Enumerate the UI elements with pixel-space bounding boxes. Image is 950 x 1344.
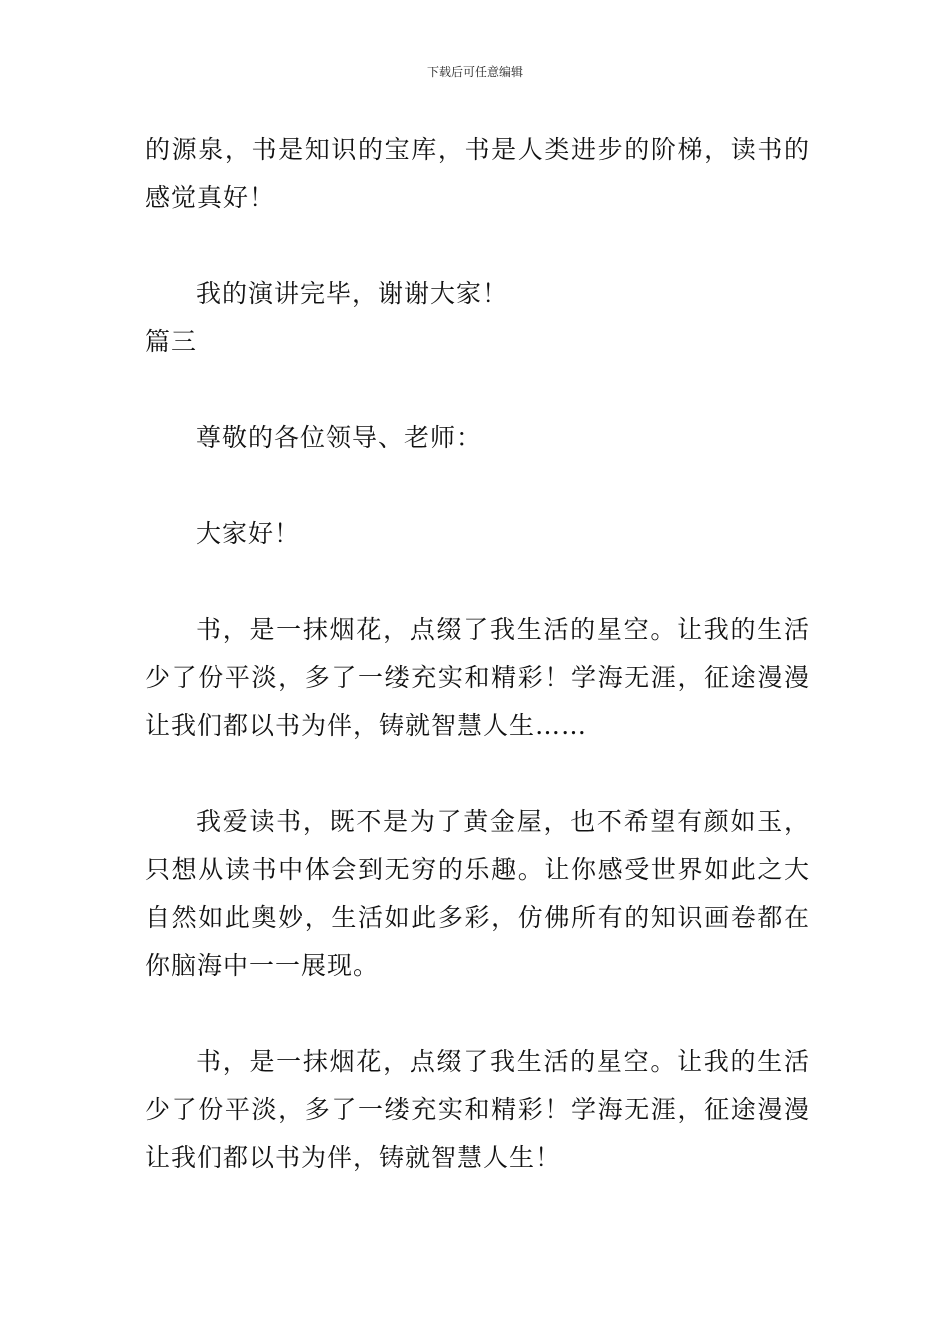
page-header: 下载后可任意编辑 (426, 65, 523, 79)
paragraph-love-reading: 我爱读书，既不是为了黄金屋，也不希望有颜如玉，只想从读书中体会到无穷的乐趣。让你感受世界如此之大自然如此奥妙，生活如此多彩，仿佛所有的知识画卷都在你脑海中一一展现。 (145, 807, 810, 980)
paragraph-speech-closing: 我的演讲完毕，谢谢大家！ (196, 279, 509, 308)
paragraph-spacer (145, 558, 810, 606)
paragraph-greeting: 大家好！ (196, 519, 301, 548)
document-body (145, 126, 810, 1182)
section-title: 篇三 (145, 327, 198, 356)
paragraph-spacer (145, 750, 810, 798)
paragraph-spacer (145, 222, 810, 270)
paragraph-spacer (145, 990, 810, 1038)
paragraph-spacer (145, 366, 810, 414)
paragraph-book-firework-repeat: 书，是一抹烟花，点缀了我生活的星空。让我的生活少了份平淡，多了一缕充实和精彩！学海无涯，征途漫漫让我们都以书为伴，铸就智慧人生！ (145, 1047, 810, 1172)
paragraph-reading-feeling: 的源泉，书是知识的宝库，书是人类进步的阶梯，读书的感觉真好！ (145, 135, 810, 212)
paragraph-spacer (145, 462, 810, 510)
paragraph-salutation: 尊敬的各位领导、老师： (196, 423, 483, 452)
paragraph-book-firework: 书，是一抹烟花，点缀了我生活的星空。让我的生活少了份平淡，多了一缕充实和精彩！学海无涯，征途漫漫让我们都以书为伴，铸就智慧人生…… (145, 615, 810, 740)
